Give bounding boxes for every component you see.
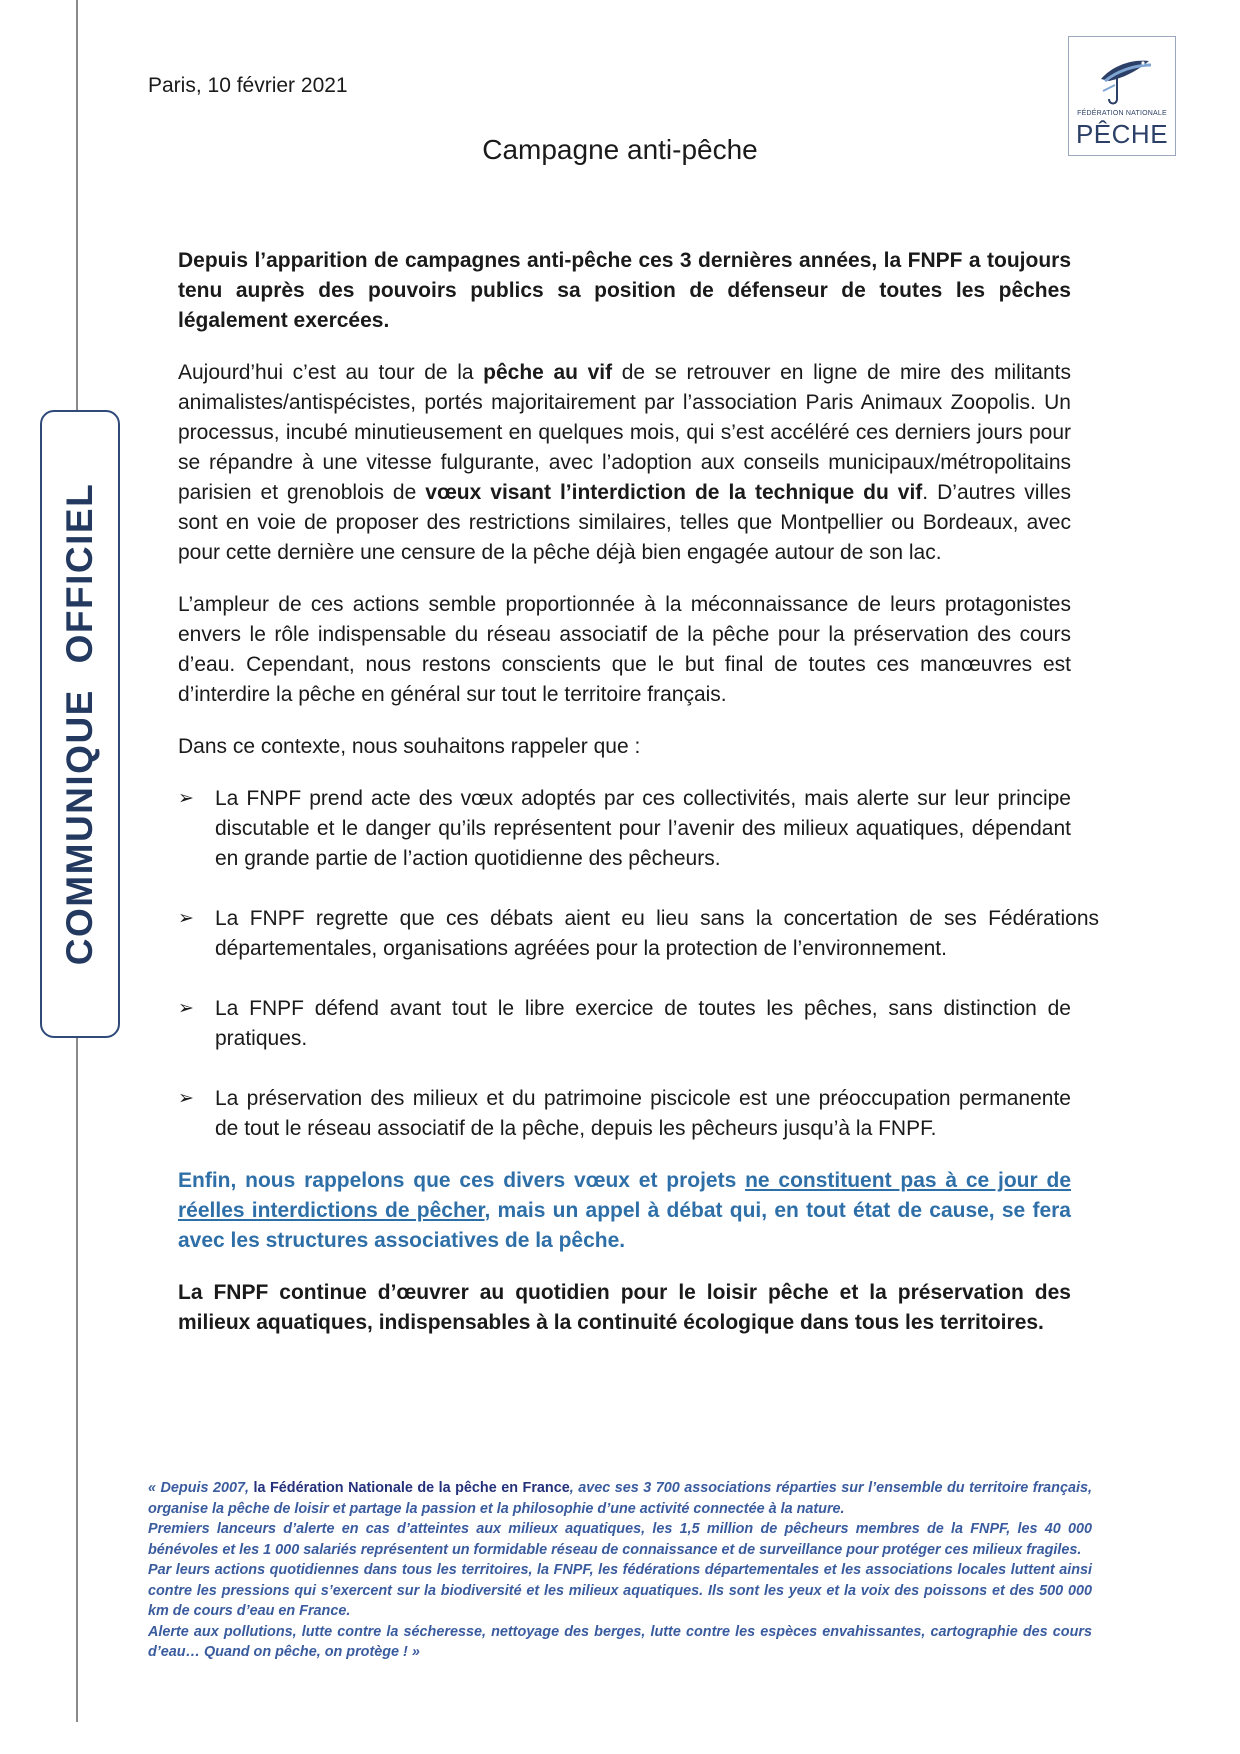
list-item: [178, 784, 1071, 874]
arrow-bullet-icon: ➢: [178, 908, 194, 929]
list-item-text: La FNPF défend avant tout le libre exercice de toutes les pêches, sans distinction de pratiques.: [215, 997, 1071, 1050]
context-highlight-voeux: vœux visant l’interdiction de la technique du vif: [425, 481, 923, 504]
side-tab-label: COMMUNIQUE OFFICIEL: [59, 482, 100, 966]
highlight-paragraph: [178, 1166, 1071, 1256]
arrow-bullet-icon: ➢: [178, 788, 194, 809]
highlight-text-2: , mais un appel à débat qui, en tout état de cause, se fera avec les structures associatives de la pêche.: [178, 1199, 1071, 1252]
context-paragraph: [178, 358, 1071, 568]
about-fnpf-footer: [148, 1478, 1092, 1663]
closing-paragraph: La FNPF continue d’œuvrer au quotidien pour le loisir pêche et la préservation des milieux aquatiques, indispensables à la continuité écologique dans tous les territoires.: [178, 1281, 1071, 1334]
highlight-underlined: ne constituent pas à ce jour de réelles interdictions de pêcher: [178, 1169, 1071, 1222]
list-item: [178, 994, 1071, 1054]
fish-hook-icon: [1087, 45, 1159, 109]
document-title: Campagne anti-pêche: [482, 134, 758, 165]
logo-subtitle: FÉDÉRATION NATIONALE: [1077, 110, 1167, 117]
context-text-2: de se retrouver en ligne de mire des militants animalistes/antispécistes, portés majoritairement par l’association Paris Animaux Zoopolis. Un processus, incubé minutieusement en quelques mois, qui s’est accéléré ces derniers jours pour se répandre à une vitesse fulgurante, avec l’adoption aux conseils municipaux/métropolitains parisien et grenoblois de: [178, 361, 1071, 504]
list-item: [178, 1084, 1071, 1144]
analysis-paragraph: L’ampleur de ces actions semble proportionnée à la méconnaissance de leurs protagonistes envers le rôle indispensable du réseau associatif de la pêche pour la préservation des cours d’eau. Cependant, nous restons conscients que le but final de toutes ces manœuvres est d’interdire la pêche en général sur tout le territoire français.: [178, 593, 1071, 706]
footer-paragraph-4: Alerte aux pollutions, lutte contre la sécheresse, nettoyage des berges, lutte contre les espèces envahissantes, cartographie des cours d’eau… Quand on pêche, on protège ! »: [148, 1623, 1092, 1660]
footer-paragraph-2: Premiers lanceurs d’alerte en cas d’atteintes aux milieux aquatiques, les 1,5 million de pêcheurs membres de la FNPF, les 40 000 bénévoles et les 1 000 salariés représentent un formidable réseau de connaissance et de surveillance pour protéger ces milieux fragiles.: [148, 1521, 1092, 1558]
logo-wordmark: PÊCHE: [1075, 119, 1169, 149]
context-highlight-vif: pêche au vif: [483, 361, 613, 384]
position-list: [178, 784, 1099, 1144]
footer-paragraph-1: [148, 1478, 1092, 1519]
list-item: [178, 904, 1099, 964]
reminder-intro: Dans ce contexte, nous souhaitons rappeler que :: [178, 735, 641, 758]
press-release-body: [178, 246, 1099, 1360]
context-text-1: Aujourd’hui c’est au tour de la: [178, 361, 484, 384]
intro-paragraph: Depuis l’apparition de campagnes anti-pêche ces 3 dernières années, la FNPF a toujours tenu auprès des pouvoirs publics sa position de défenseur de toutes les pêches légalement exercées.: [178, 249, 1071, 332]
arrow-bullet-icon: ➢: [178, 1088, 194, 1109]
list-item-text: La FNPF regrette que ces débats aient eu lieu sans la concertation de ses Fédérations départementales, organisations agréées pour la protection de l’environnement.: [215, 907, 1099, 960]
list-item-text: La FNPF prend acte des vœux adoptés par ces collectivités, mais alerte sur leur principe discutable et le danger qu’ils représentent pour l’avenir des milieux aquatiques, dépendant en grande partie de l’action quotidienne des pêcheurs.: [215, 787, 1071, 870]
footer-text-2: , avec ses 3 700 associations réparties sur l’ensemble du territoire français, organise la pêche de loisir et partage la passion et la philosophie d’une activité connectée à la nature.: [148, 1480, 1092, 1517]
document-date: Paris, 10 février 2021: [148, 74, 348, 97]
highlight-text-1: Enfin, nous rappelons que ces divers vœux et projets: [178, 1169, 746, 1192]
communique-officiel-tab: [40, 410, 120, 1038]
footer-paragraph-3: Par leurs actions quotidiennes dans tous les territoires, la FNPF, les fédérations départementales et les associations locales luttent ainsi contre les pressions qui s’exercent sur la biodiversité et les milieux aquatiques. Ils sont les yeux et la voix des poissons et des 500 000 km de cours d’eau en France.: [148, 1562, 1092, 1619]
fnpf-logo: [1068, 36, 1176, 156]
footer-text-1: « Depuis 2007,: [148, 1480, 254, 1496]
footer-org-name: la Fédération Nationale de la pêche en France: [253, 1480, 570, 1496]
list-item-text: La préservation des milieux et du patrimoine piscicole est une préoccupation permanente de tout le réseau associatif de la pêche, depuis les pêcheurs jusqu’à la FNPF.: [215, 1087, 1071, 1140]
arrow-bullet-icon: ➢: [178, 998, 194, 1019]
context-text-3: . D’autres villes sont en voie de proposer des restrictions similaires, telles que Montpellier ou Bordeaux, avec pour cette dernière une censure de la pêche déjà bien engagée autour de son lac.: [178, 481, 1071, 564]
